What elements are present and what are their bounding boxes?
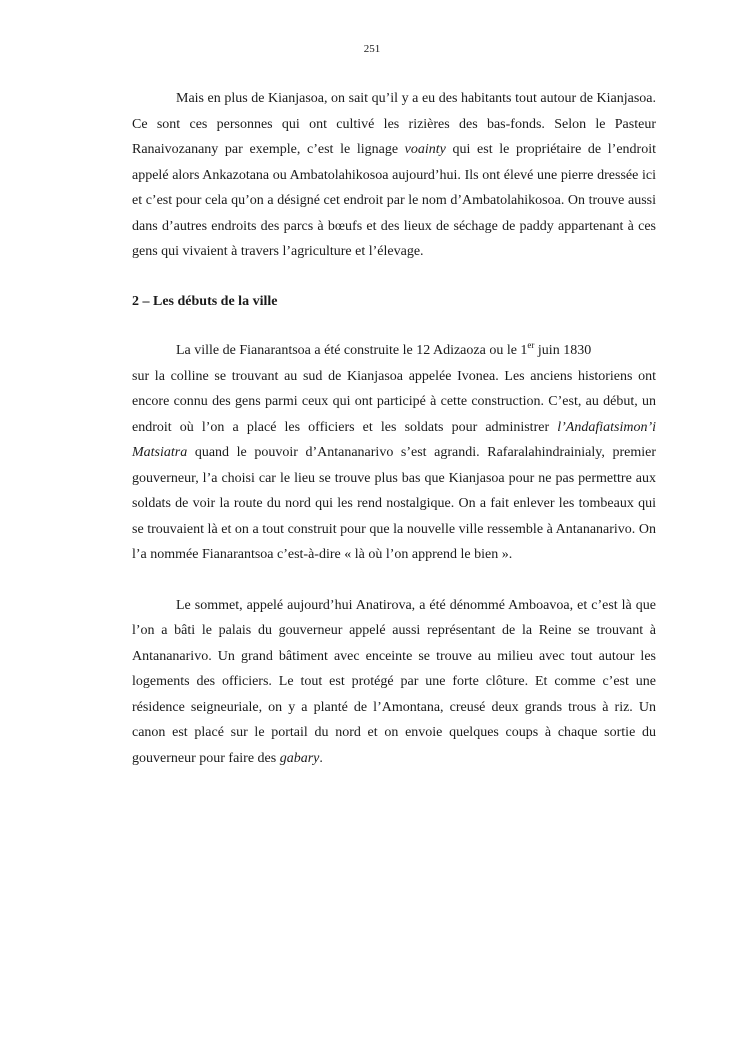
paragraph-text: juin 1830 (534, 343, 592, 358)
ordinal-superscript: er (527, 340, 535, 350)
paragraph-kianjasoa-inhabitants (132, 86, 656, 265)
paragraph-ivonea-hill (132, 364, 656, 568)
paragraph-anatirova-summit (132, 593, 656, 772)
document-body (132, 86, 656, 771)
paragraph-text: La ville de Fianarantsoa a été construite le 12 Adizaoza ou le 1 (176, 343, 528, 358)
paragraph-text: qui est le propriétaire de l’endroit appelé alors Ankazotana ou Ambatolahikosoa aujourd’hui. Ils ont élevé une pierre dressée ici et c’est pour cela qu’on a désigné cet endroit par le nom d’Ambatolahikosoa. On trouve aussi dans d’autres endroits des parcs à bœufs et des lieux de séchage de paddy appartenant à ces gens qui vivaient à travers l’agriculture et l’élevage. (132, 142, 656, 259)
italic-term-voainty: voainty (404, 142, 446, 157)
italic-term-gabary: gabary (279, 750, 320, 766)
paragraph-text: . (319, 750, 323, 766)
paragraph-text: Le sommet, appelé aujourd’hui Anatirova, a été dénommé Amboavoa, et c’est là que l’on a bâti le palais du gouverneur appelé aussi représentant de la Reine se trouvant à Antananarivo. Un grand bâtiment avec enceinte se trouve au milieu avec tout autour les logements des officiers. Le tout est protégé par une forte clôture. Et comme c’est une résidence seigneuriale, on y a planté de l’Amontana, creusé deux grands trous à riz. Un canon est placé sur le portail du nord et on envoie quelques coups à chaque sortie du gouverneur pour faire des (132, 597, 656, 766)
page-number: 251 (363, 43, 381, 55)
paragraph-text: quand le pouvoir d’Antananarivo s’est agrandi. Rafaralahindrainialy, premier gouverneur, l’a choisi car le lieu se trouve plus bas que Kianjasoa pour ne pas permettre aux soldats de voir la route du nord qui les rend nostalgique. On a fait enlever les tombeaux qui se trouvaient là et on a tout construit pour que la nouvelle ville ressemble à Antananarivo. On l’a nommée Fianarantsoa c’est-à-dire « là où l’on apprend le bien ». (132, 445, 656, 562)
section-heading: 2 – Les débuts de la ville (132, 293, 278, 309)
paragraph-text: Mais en plus de Kianjasoa, on sait qu’il y a eu des habitants tout autour de Kianjasoa. Ce sont ces personnes qui ont cultivé les rizières des bas-fonds. Selon le Pasteur Ranaivozanany par exemple, c’est le lignage (132, 91, 656, 157)
paragraph-city-founding (132, 338, 656, 364)
italic-term-andafiatsimon: l’Andafiatsimon’i Matsiatra (132, 419, 656, 460)
paragraph-text: sur la colline se trouvant au sud de Kianjasoa appelée Ivonea. Les anciens historiens ont encore connu des gens parmi ceux qui ont participé à cette construction. C’est, au début, un endroit où l’on a placé les officiers et les soldats pour administrer (132, 368, 656, 435)
